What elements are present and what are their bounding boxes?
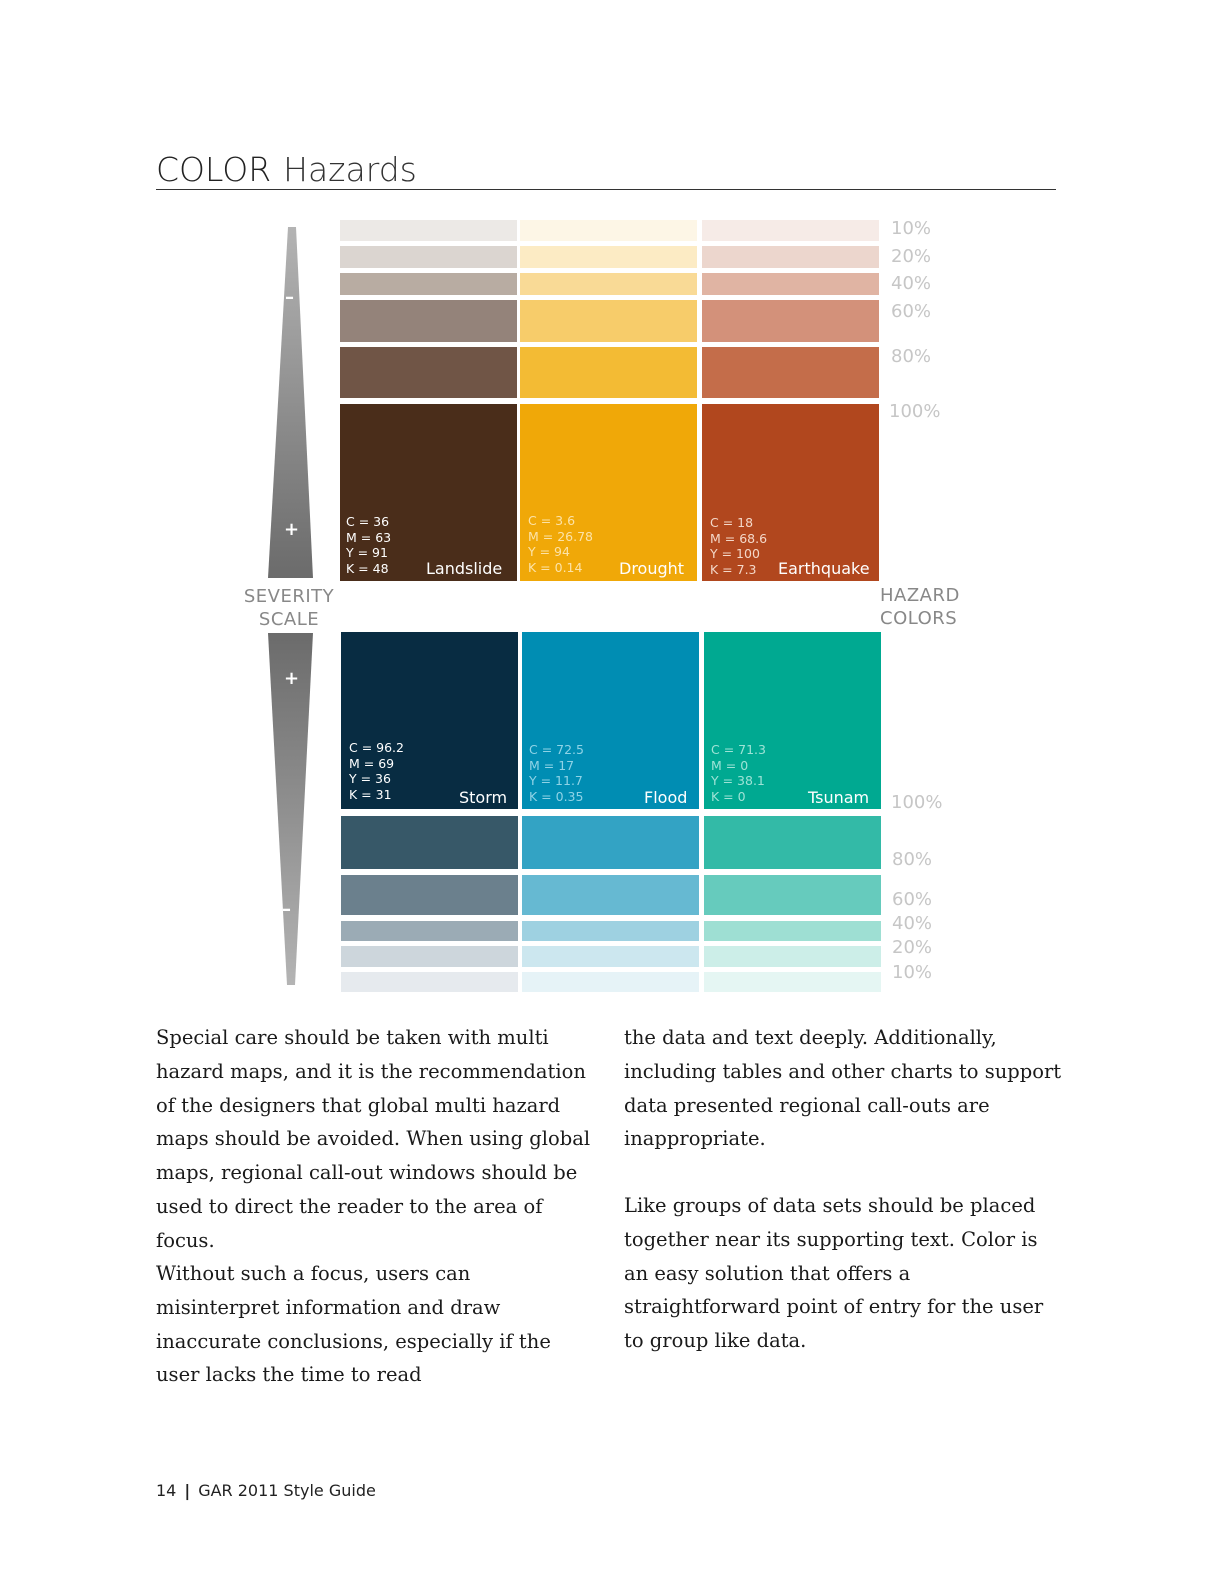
percent-label-top: 100% <box>889 401 941 422</box>
severity-minus-top: – <box>285 287 294 308</box>
severity-minus-bottom: – <box>282 899 291 920</box>
flood-cmyk: C = 72.5 M = 17 Y = 11.7 K = 0.35 <box>529 742 584 804</box>
title-word-color: COLOR <box>156 150 272 189</box>
drought-swatch-60 <box>520 300 697 342</box>
drought-swatch-40 <box>520 273 697 295</box>
storm-swatch-10 <box>341 972 518 992</box>
earthquake-swatch-80 <box>702 347 879 398</box>
body-paragraph: Like groups of data sets should be placed together near its supporting text. Color is an easy solution that offers a straightforward point of entry for the user to group like data. <box>624 1194 1044 1353</box>
tsunami-swatch-10 <box>704 972 881 992</box>
landslide-cmyk: C = 36 M = 63 Y = 91 K = 48 <box>346 514 392 576</box>
hazard-colors-label: HAZARD COLORS <box>880 585 960 629</box>
landslide-swatch-60 <box>340 300 517 342</box>
percent-label-bottom: 100% <box>891 792 943 813</box>
storm-name: Storm <box>459 788 508 807</box>
flood-swatch-20 <box>522 946 699 967</box>
drought-name: Drought <box>619 559 685 578</box>
tsunami-swatch-40 <box>704 921 881 941</box>
body-paragraph: the data and text deeply. Additionally, including tables and other charts to support data presented regional call-outs are inappropriate. <box>624 1026 1062 1151</box>
storm-swatch-20 <box>341 946 518 967</box>
earthquake-swatch-20 <box>702 246 879 268</box>
percent-label-bottom: 10% <box>892 962 933 983</box>
percent-label-top: 80% <box>891 346 932 367</box>
title-word-hazards: Hazards <box>283 150 417 189</box>
percent-label-bottom: 60% <box>892 889 933 910</box>
earthquake-swatch-10 <box>702 220 879 241</box>
tsunami-swatch-20 <box>704 946 881 967</box>
body-paragraph: Without such a focus, users can misinterpret information and draw inaccurate conclusions, especially if the user lacks the time to read <box>156 1262 551 1387</box>
flood-swatch-40 <box>522 921 699 941</box>
flood-swatch-80 <box>522 816 699 869</box>
percent-label-top: 20% <box>891 246 932 267</box>
landslide-swatch-10 <box>340 220 517 241</box>
storm-swatch-80 <box>341 816 518 869</box>
page-title <box>156 150 417 189</box>
severity-plus-top: + <box>284 519 300 540</box>
severity-plus-bottom: + <box>284 668 300 689</box>
flood-swatch-60 <box>522 875 699 915</box>
earthquake-name: Earthquake <box>778 559 870 578</box>
percent-label-bottom: 80% <box>892 849 933 870</box>
page-footer <box>156 1481 376 1500</box>
storm-cmyk: C = 96.2 M = 69 Y = 36 K = 31 <box>349 740 404 802</box>
percent-label-bottom: 20% <box>892 937 933 958</box>
severity-scale-label: SEVERITY SCALE <box>243 586 335 630</box>
body-paragraph: Special care should be taken with multi hazard maps, and it is the recommendation of the designers that global multi hazard maps should be avoided. When using global maps, regional call-out windows should be used to direct the reader to the area of focus. <box>156 1026 591 1252</box>
earthquake-swatch-40 <box>702 273 879 295</box>
tsunami-cmyk: C = 71.3 M = 0 Y = 38.1 K = 0 <box>711 742 766 804</box>
storm-swatch-40 <box>341 921 518 941</box>
tsunami-name: Tsunam <box>808 788 870 807</box>
landslide-swatch-40 <box>340 273 517 295</box>
flood-swatch-10 <box>522 972 699 992</box>
drought-swatch-20 <box>520 246 697 268</box>
percent-label-top: 60% <box>891 301 932 322</box>
percent-label-top: 40% <box>891 273 932 294</box>
title-rule <box>156 189 1056 190</box>
footer-divider: | <box>184 1481 191 1500</box>
landslide-swatch-80 <box>340 347 517 398</box>
tsunami-swatch-60 <box>704 875 881 915</box>
drought-swatch-10 <box>520 220 697 241</box>
percent-label-bottom: 40% <box>892 913 933 934</box>
earthquake-cmyk: C = 18 M = 68.6 Y = 100 K = 7.3 <box>710 515 768 577</box>
landslide-name: Landslide <box>426 559 503 578</box>
page-number: 14 <box>156 1481 177 1500</box>
landslide-swatch-20 <box>340 246 517 268</box>
earthquake-swatch-60 <box>702 300 879 342</box>
flood-name: Flood <box>644 788 688 807</box>
tsunami-swatch-80 <box>704 816 881 869</box>
drought-swatch-80 <box>520 347 697 398</box>
footer-title: GAR 2011 Style Guide <box>198 1481 376 1500</box>
storm-swatch-60 <box>341 875 518 915</box>
drought-cmyk: C = 3.6 M = 26.78 Y = 94 K = 0.14 <box>528 513 593 575</box>
percent-label-top: 10% <box>891 218 932 239</box>
